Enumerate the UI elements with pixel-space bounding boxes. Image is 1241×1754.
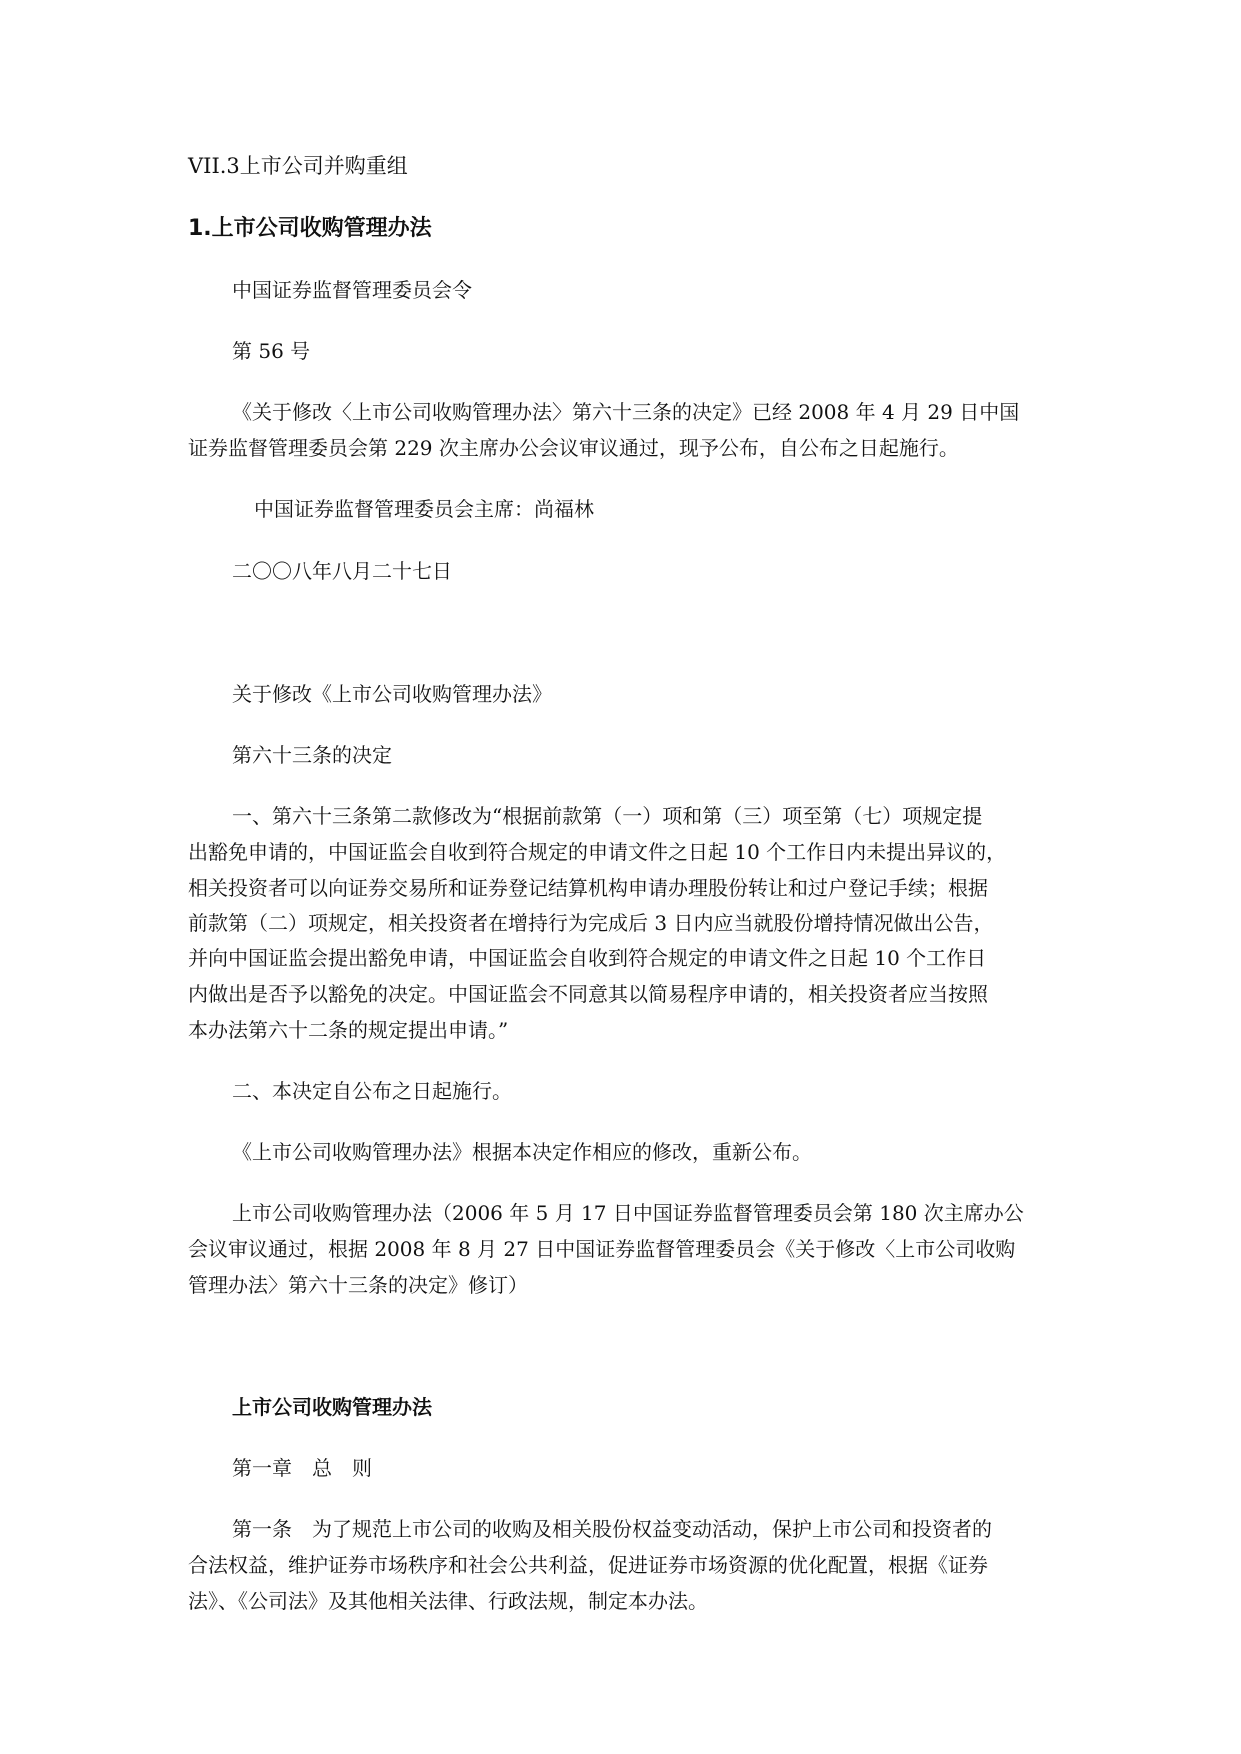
- paragraph-line: 法》、《公司法》及其他相关法律、行政法规，制定本办法。: [188, 1589, 708, 1613]
- paragraph-line: 一、第六十三条第二款修改为“根据前款第（一）项和第（三）项至第（七）项规定提: [232, 804, 983, 828]
- chapter-heading: 第一章 总 则: [232, 1456, 372, 1480]
- date-line: 二〇〇八年八月二十七日: [232, 559, 452, 583]
- paragraph-line: 内做出是否予以豁免的决定。中国证监会不同意其以简易程序申请的，相关投资者应当按照: [188, 982, 988, 1006]
- paragraph-line: 证券监督管理委员会第 229 次主席办公会议审议通过，现予公布，自公布之日起施行。: [188, 436, 959, 460]
- paragraph-line: 第一条 为了规范上市公司的收购及相关股份权益变动活动，保护上市公司和投资者的: [232, 1517, 992, 1541]
- paragraph-line: 本办法第六十二条的规定提出申请。”: [188, 1018, 509, 1042]
- paragraph-line: 相关投资者可以向证券交易所和证券登记结算机构申请办理股份转让和过户登记手续；根据: [188, 876, 988, 900]
- paragraph-line: 《关于修改〈上市公司收购管理办法〉第六十三条的决定》已经 2008 年 4 月 29 日中国: [232, 400, 1020, 424]
- republish-note: 《上市公司收购管理办法》根据本决定作相应的修改，重新公布。: [232, 1140, 812, 1164]
- document-title: 1.上市公司收购管理办法: [188, 216, 432, 241]
- paragraph-line: 前款第（二）项规定，相关投资者在增持行为完成后 3 日内应当就股份增持情况做出公告，: [188, 911, 994, 935]
- item-two-paragraph: 二、本决定自公布之日起施行。: [232, 1079, 512, 1103]
- paragraph-line: 会议审议通过，根据 2008 年 8 月 27 日中国证券监督管理委员会《关于修改〈上市公司收购: [188, 1237, 1016, 1261]
- paragraph-line: 出豁免申请的，中国证监会自收到符合规定的申请文件之日起 10 个工作日内未提出异议的，: [188, 840, 1007, 864]
- section-heading: VII.3上市公司并购重组: [188, 154, 408, 178]
- decision-title-line: 第六十三条的决定: [232, 743, 392, 767]
- paragraph-line: 管理办法〉第六十三条的决定》修订）: [188, 1273, 528, 1297]
- paragraph-line: 并向中国证监会提出豁免申请，中国证监会自收到符合规定的申请文件之日起 10 个工作日: [188, 946, 987, 970]
- decision-title-line: 关于修改《上市公司收购管理办法》: [232, 682, 552, 706]
- issuer-line: 中国证券监督管理委员会令: [232, 278, 472, 302]
- signatory-line: 中国证券监督管理委员会主席：尚福林: [254, 497, 594, 521]
- paragraph-line: 合法权益，维护证券市场秩序和社会公共利益，促进证券市场资源的优化配置，根据《证券: [188, 1553, 988, 1577]
- order-number: 第 56 号: [232, 339, 311, 363]
- paragraph-line: 上市公司收购管理办法（2006 年 5 月 17 日中国证券监督管理委员会第 180 次主席办公: [232, 1201, 1024, 1225]
- law-title: 上市公司收购管理办法: [232, 1395, 432, 1419]
